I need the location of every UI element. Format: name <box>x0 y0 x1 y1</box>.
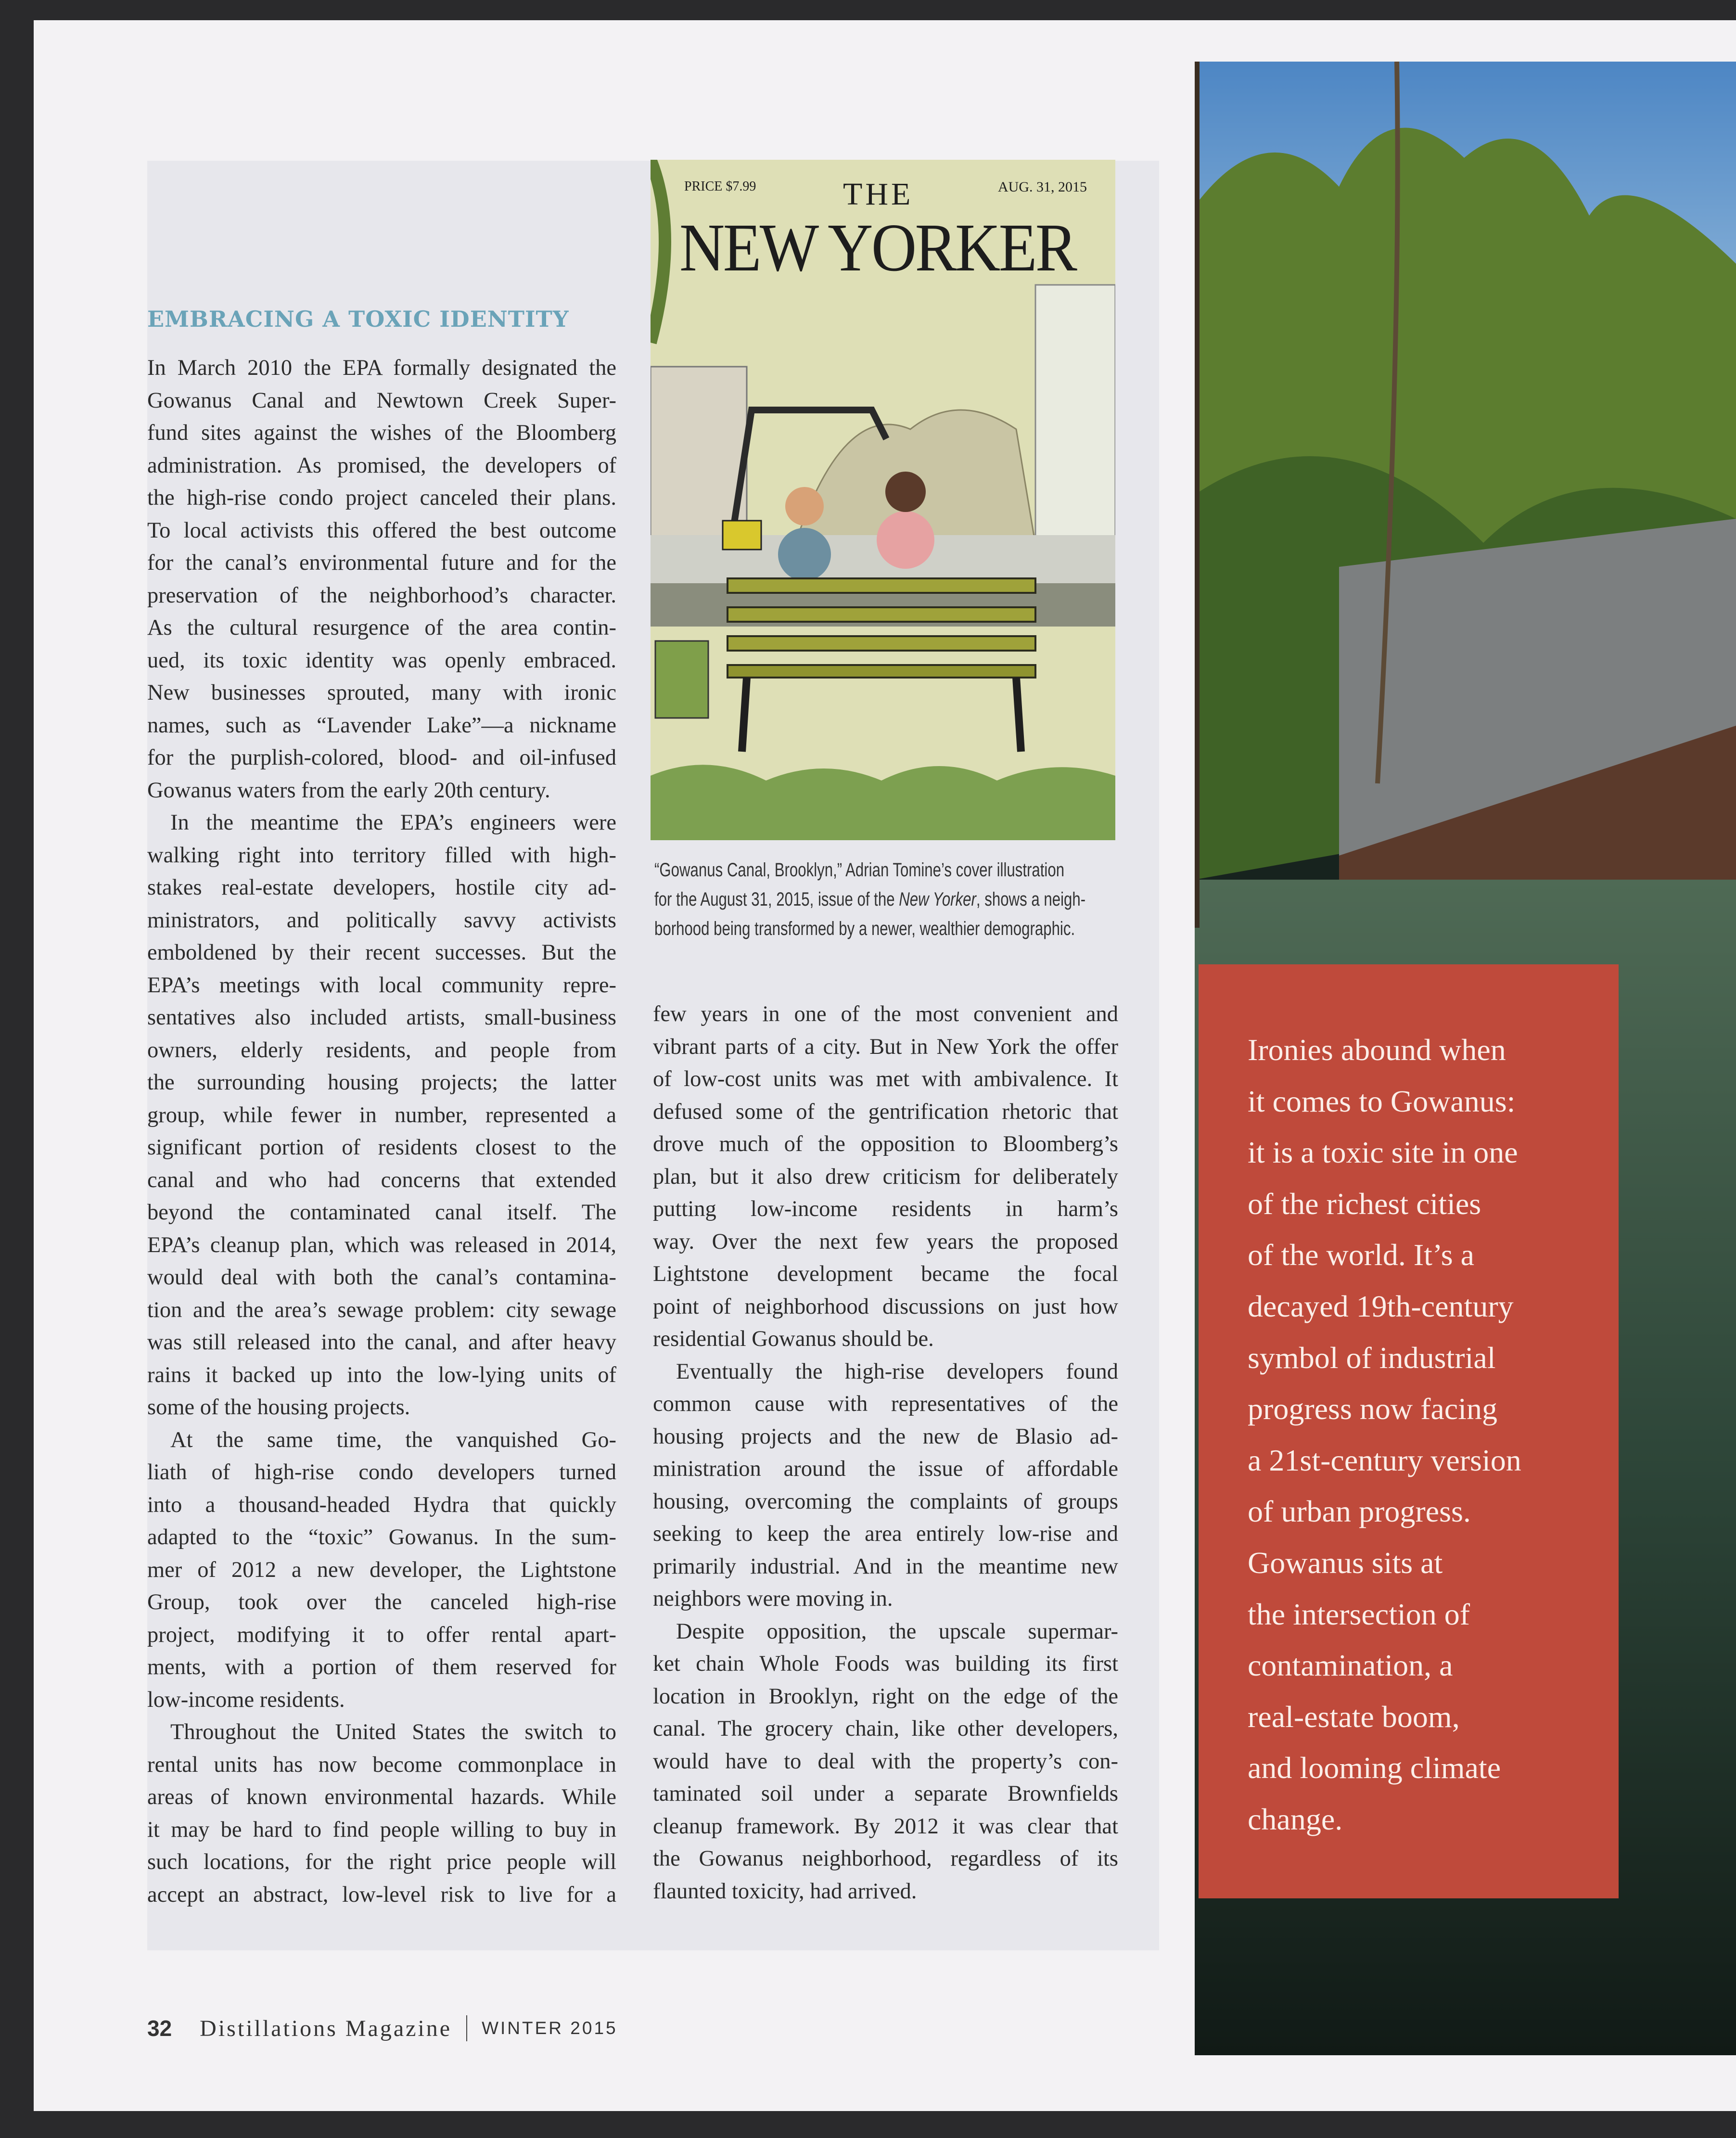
text-line: drove much of the opposition to Bloomberg’s <box>653 1132 1118 1156</box>
text-line: location in Brooklyn, right on the edge of the <box>653 1684 1118 1709</box>
text-line: beyond the contaminated canal itself. The <box>147 1200 616 1225</box>
pull-quote-line: it comes to Gowanus: <box>1248 1084 1516 1118</box>
text-line: As the cultural resurgence of the area contin- <box>147 615 616 640</box>
text-line: areas of known environmental hazards. While <box>147 1785 616 1809</box>
caption-text: , shows a neigh- <box>976 889 1086 910</box>
text-line: emboldened by their recent successes. But the <box>147 940 616 965</box>
pull-quote-line: decayed 19th-century <box>1248 1289 1514 1323</box>
text-line: ments, with a portion of them reserved for <box>147 1655 616 1679</box>
cover-masthead: NEW YORKER <box>679 209 1076 285</box>
text-line: sentatives also included artists, small-business <box>147 1005 616 1030</box>
text-line: neighbors were moving in. <box>653 1587 893 1611</box>
text-line: In March 2010 the EPA formally designated the <box>147 356 616 380</box>
text-line: In the meantime the EPA’s engineers were <box>170 810 616 835</box>
pull-quote-line: progress now facing <box>1248 1392 1497 1426</box>
new-yorker-cover-illustration <box>651 160 1115 840</box>
text-line: such locations, for the right price people will <box>147 1850 616 1874</box>
text-line: housing projects and the new de Blasio ad- <box>653 1424 1118 1449</box>
text-line: ministrators, and politically savvy activists <box>147 908 616 933</box>
text-line: Group, took over the canceled high-rise <box>147 1590 616 1614</box>
page-number: 32 <box>147 2016 172 2041</box>
text-line: some of the housing projects. <box>147 1395 410 1420</box>
text-line: names, such as “Lavender Lake”—a nickname <box>147 713 616 738</box>
cover-masthead-the: THE <box>843 177 914 212</box>
text-line: rental units has now become commonplace in <box>147 1752 616 1777</box>
text-line: ket chain Whole Foods was building its first <box>653 1652 1118 1676</box>
text-line: owners, elderly residents, and people from <box>147 1037 616 1063</box>
text-line: way. Over the next few years the proposed <box>653 1229 1118 1254</box>
text-line: adapted to the “toxic” Gowanus. In the sum- <box>147 1525 616 1549</box>
text-line: EPA’s meetings with local community repre- <box>147 973 616 998</box>
text-line: significant portion of residents closest to the <box>147 1135 616 1160</box>
text-line: point of neighborhood discussions on just how <box>653 1294 1118 1319</box>
pull-quote-line: change. <box>1248 1802 1343 1836</box>
text-line: putting low-income residents in harm’s <box>653 1197 1118 1221</box>
text-line: tion and the area’s sewage problem: city sewage <box>147 1297 616 1322</box>
cover-date: AUG. 31, 2015 <box>998 179 1087 195</box>
text-line: rains it backed up into the low-lying units of <box>147 1362 616 1387</box>
text-line: the Gowanus neighborhood, regardless of its <box>653 1846 1118 1871</box>
pull-quote-line: and looming climate <box>1248 1751 1501 1785</box>
caption-line: “Gowanus Canal, Brooklyn,” Adrian Tomine’s cover illustration <box>654 859 1065 881</box>
text-line: liath of high-rise condo developers turned <box>147 1460 616 1485</box>
pull-quote-line: of the richest cities <box>1248 1186 1481 1221</box>
text-line: Eventually the high-rise developers found <box>676 1359 1118 1384</box>
text-line: into a thousand-headed Hydra that quickly <box>147 1492 616 1517</box>
text-line: flaunted toxicity, had arrived. <box>653 1879 917 1904</box>
text-line: of low-cost units was met with ambivalence. It <box>653 1067 1118 1091</box>
text-line: vibrant parts of a city. But in New York the offer <box>653 1034 1118 1059</box>
text-line: At the same time, the vanquished Go- <box>170 1427 616 1452</box>
caption-publication-title: New Yorker <box>899 889 976 910</box>
text-line: canal. The grocery chain, like other developers, <box>653 1716 1118 1741</box>
text-line: cleanup framework. By 2012 it was clear that <box>653 1814 1118 1839</box>
cover-caption <box>654 856 1085 944</box>
text-line: seeking to keep the area entirely low-rise and <box>653 1522 1118 1546</box>
text-line: the high-rise condo project canceled their plans. <box>147 486 616 510</box>
pull-quote-line: symbol of industrial <box>1248 1340 1496 1375</box>
section-heading: EMBRACING A TOXIC IDENTITY <box>147 306 569 332</box>
text-line: Gowanus Canal and Newtown Creek Super- <box>147 388 616 413</box>
text-line: would deal with both the canal’s contamina- <box>147 1265 616 1290</box>
caption-line: borhood being transformed by a newer, wealthier demographic. <box>654 918 1075 939</box>
text-line: fund sites against the wishes of the Bloomberg <box>147 421 616 445</box>
text-line: preservation of the neighborhood’s character. <box>147 583 616 608</box>
right-text-column <box>653 998 1118 1908</box>
text-line: stakes real-estate developers, hostile city ad- <box>147 875 616 900</box>
text-line: EPA’s cleanup plan, which was released in 2014, <box>147 1232 616 1257</box>
text-line: defused some of the gentrification rhetoric that <box>653 1099 1118 1124</box>
pull-quote-line: it is a toxic site in one <box>1248 1135 1518 1170</box>
text-line: project, modifying it to offer rental apart- <box>147 1622 616 1647</box>
left-text-column <box>147 352 616 1911</box>
text-line: walking right into territory filled with high- <box>147 843 616 868</box>
pull-quote <box>1248 1024 1521 1845</box>
text-line: mer of 2012 a new developer, the Lightstone <box>147 1557 616 1582</box>
text-line: primarily industrial. And in the meantime new <box>653 1554 1118 1579</box>
pull-quote-line: a 21st-century version <box>1248 1443 1521 1477</box>
text-line: accept an abstract, low-level risk to live for a <box>147 1882 616 1907</box>
text-line: administration. As promised, the developers of <box>147 453 616 478</box>
text-line: ued, its toxic identity was openly embraced. <box>147 648 616 673</box>
text-line: common cause with representatives of the <box>653 1392 1118 1416</box>
text-line: Lightstone development became the focal <box>653 1262 1118 1286</box>
caption-text: for the August 31, 2015, issue of the <box>654 889 899 910</box>
text-line: was still released into the canal, and after heavy <box>147 1330 616 1355</box>
text-line: To local activists this offered the best outcome <box>147 518 616 543</box>
pull-quote-line: real-estate boom, <box>1248 1699 1460 1734</box>
pull-quote-line: of the world. It’s a <box>1248 1238 1474 1272</box>
issue-label: WINTER 2015 <box>482 2018 618 2038</box>
pull-quote-line: Ironies abound when <box>1248 1033 1506 1067</box>
pull-quote-line: of urban progress. <box>1248 1494 1471 1529</box>
text-line: for the canal’s environmental future and for the <box>147 551 616 575</box>
text-line: group, while fewer in number, represented a <box>147 1102 616 1127</box>
text-line: New businesses sprouted, many with ironic <box>147 680 616 705</box>
magazine-name: Distillations Magazine <box>200 2015 452 2041</box>
text-line: plan, but it also drew criticism for deliberately <box>653 1164 1118 1189</box>
text-line: Throughout the United States the switch to <box>170 1720 616 1744</box>
text-line: ministration around the issue of affordable <box>653 1457 1118 1481</box>
text-line: housing, overcoming the complaints of groups <box>653 1489 1118 1514</box>
page-footer <box>147 2011 618 2045</box>
text-line: Gowanus waters from the early 20th century. <box>147 778 550 803</box>
text-line: it may be hard to find people willing to buy in <box>147 1817 616 1842</box>
text-line: taminated soil under a separate Brownfields <box>653 1781 1118 1806</box>
text-line: low-income residents. <box>147 1687 345 1712</box>
text-line: Despite opposition, the upscale supermar- <box>676 1619 1118 1644</box>
text-line: would have to deal with the property’s con- <box>653 1749 1118 1774</box>
pull-quote-line: contamination, a <box>1248 1648 1453 1683</box>
text-line: the surrounding housing projects; the latter <box>147 1070 616 1095</box>
pull-quote-line: Gowanus sits at <box>1248 1545 1443 1580</box>
text-line: residential Gowanus should be. <box>653 1327 934 1351</box>
text-line: canal and who had concerns that extended <box>147 1167 616 1192</box>
caption-line <box>654 885 1085 914</box>
text-line: for the purplish-colored, blood- and oil-infused <box>147 745 616 770</box>
cover-price: PRICE $7.99 <box>684 179 756 194</box>
footer-divider <box>466 2015 467 2041</box>
text-line: few years in one of the most convenient and <box>653 1002 1118 1026</box>
pull-quote-line: the intersection of <box>1248 1597 1470 1631</box>
